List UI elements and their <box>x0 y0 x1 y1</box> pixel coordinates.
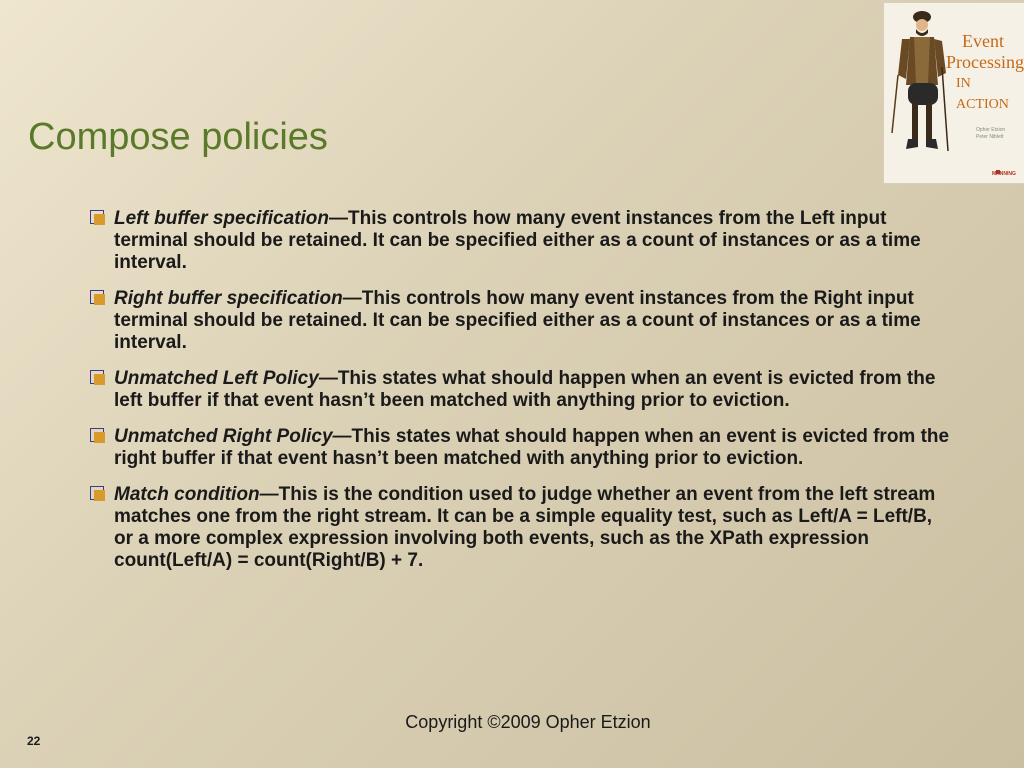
bullet-item-unmatched-right <box>90 426 950 470</box>
bullet-term: Right buffer specification <box>114 288 343 309</box>
bullet-text: —This is the condition used to judge whether an event from the left stream matches one from the right stream. It can be a simple equality test, such as Left/A = Left/B, or a more complex expression involving both events, such as the XPath expression count(Left/A) = count(Right/B) + 7. <box>114 484 936 571</box>
bullet-term: Unmatched Right Policy <box>114 426 333 447</box>
book-cover-author-1: Opher Etzion <box>976 127 1006 133</box>
book-cover-title-line1: Event <box>962 31 1004 51</box>
bullet-box-icon <box>90 370 104 384</box>
slide-title: Compose policies <box>28 116 328 158</box>
bullet-item-unmatched-left <box>90 368 950 412</box>
bullet-list <box>90 208 950 586</box>
bullet-item-right-buffer <box>90 288 950 354</box>
bullet-box-icon <box>90 486 104 500</box>
book-cover-title-line3: IN ACTION <box>956 76 1009 112</box>
bullet-box-icon <box>90 210 104 224</box>
book-cover-title-line2: Processing <box>946 52 1024 72</box>
bullet-text: —This controls how many event instances from the Right input terminal should be retained. It can be specified either as a count of instances or as a time interval. <box>114 288 921 353</box>
bullet-term: Unmatched Left Policy <box>114 368 319 389</box>
book-cover-publisher: MANNING <box>992 171 1016 177</box>
bullet-text: —This states what should happen when an event is evicted from the left buffer if that event hasn’t been matched with anything prior to eviction. <box>114 368 936 411</box>
book-cover-author-2: Peter Niblett <box>976 134 1004 140</box>
bullet-term: Match condition <box>114 484 260 505</box>
slide-footer-copyright: Copyright ©2009 Opher Etzion <box>405 712 651 732</box>
bullet-box-icon <box>90 290 104 304</box>
bullet-text: —This states what should happen when an event is evicted from the right buffer if that event hasn’t been matched with anything prior to eviction. <box>114 426 950 469</box>
book-cover-authors <box>976 127 1005 141</box>
slide-page-number: 22 <box>27 734 41 748</box>
bullet-text: —This controls how many event instances from the Left input terminal should be retained. It can be specified either as a count of instances or as a time interval. <box>114 208 921 273</box>
bullet-item-match-condition <box>90 484 950 572</box>
bullet-term: Left buffer specification <box>114 208 330 229</box>
bullet-box-icon <box>90 428 104 442</box>
bullet-item-left-buffer <box>90 208 950 274</box>
book-cover-title <box>946 31 1024 115</box>
book-cover-image <box>883 2 1024 184</box>
